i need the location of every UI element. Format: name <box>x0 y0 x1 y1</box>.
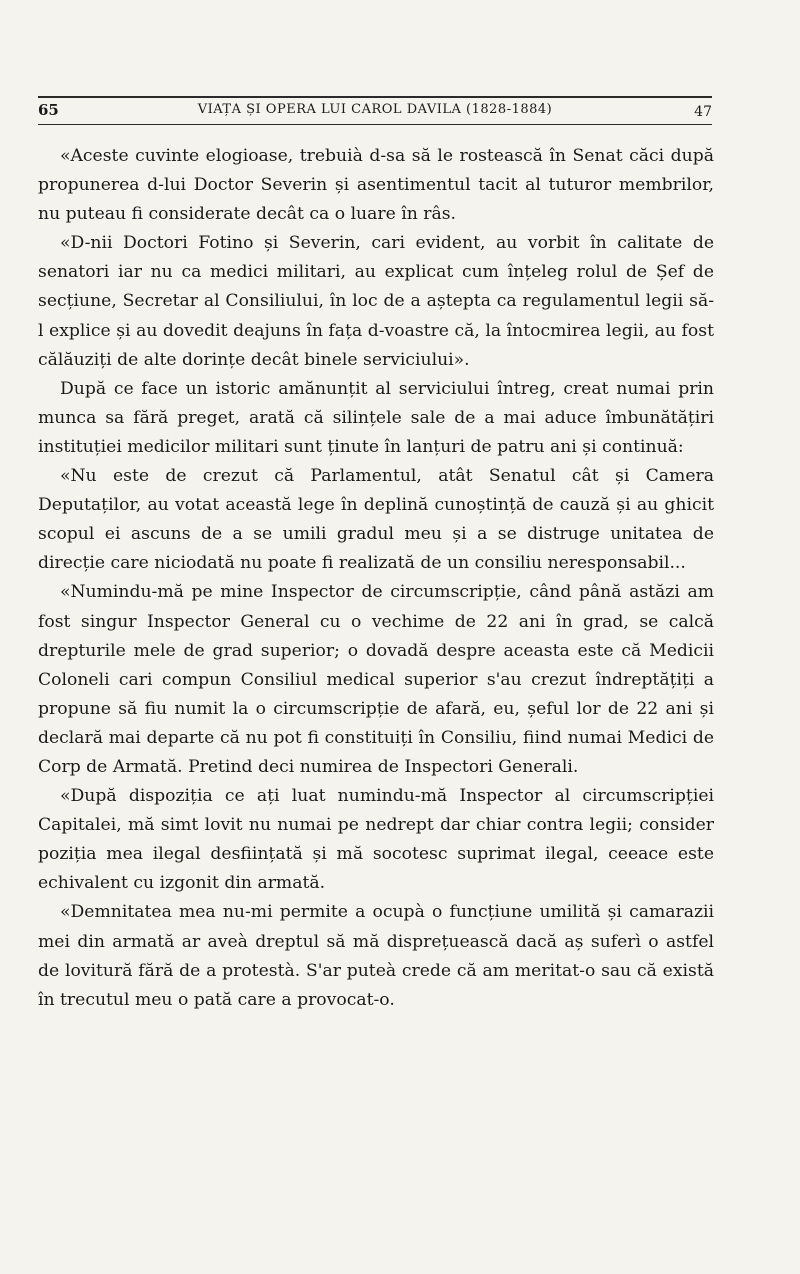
header-rule-bottom <box>38 124 712 125</box>
paragraph: «După dispoziția ce ați luat numindu-mă Inspector al circumscripției Capitalei, mă simt lovit nu numai pe nedrept dar chiar contra legii; consider poziția mea ilegal desființată și mă socotesc suprimat ilegal, ceeace este echivalent cu izgonit din armată. <box>38 786 714 894</box>
paragraph: «Aceste cuvinte elogioase, trebuià d-sa să le rostească în Senat căci după propunerea d-lui Doctor Severin și asentimentul tacit al tuturor membrilor, nu puteau fi considerate decât ca o luare în râs. <box>38 146 714 225</box>
paragraph: «Numindu-mă pe mine Inspector de circumscripție, când până astăzi am fost singur Inspector General cu o vechime de 22 ani în grad, se calcă drepturile mele de grad superior; o dovadă despre aceasta este că Medicii Coloneli cari compun Consiliul medical superior s'au crezut îndreptățiți a propune să fiu numit la o circumscripție de afară, eu, șeful lor de 22 ani și declară mai departe că nu pot fi constituiți în Consiliu, fiind numai Medici de Corp de Armată. Pretind deci numirea de Inspectori Generali. <box>38 582 714 777</box>
page-number: 47 <box>694 104 712 120</box>
paragraph: După ce face un istoric amănunțit al serviciului întreg, creat numai prin munca sa fără preget, arată că silințele sale de a mai aduce îmbunătățiri instituției medicilor militari sunt ținute în lanțuri de patru ani și continuă: <box>38 378 714 457</box>
paragraph: «Nu este de crezut că Parlamentul, atât Senatul cât și Camera Deputaților, au votat această lege în deplină cunoștință de cauză și au ghicit scopul ei ascuns de a se umili gradul meu și a se distruge unitatea de direcție care niciodată nu poate fi realizată de un consiliu neresponsabil... <box>38 466 714 574</box>
paragraph: «D-nii Doctori Fotino și Severin, cari evident, au vorbit în calitate de senatori iar nu ca medici militari, au explicat cum înțeleg rolul de Șef de secțiune, Secretar al Consiliului, în loc de a aștepta ca regulamentul legii să-l explice și au dovedit deajuns în fața d-voastre că, la întocmirea legii, au fost călăuziți de alte dorințe decât binele serviciului». <box>38 233 714 370</box>
running-header <box>38 97 712 123</box>
body-text <box>38 142 714 1015</box>
header-left-number: 65 <box>38 101 59 119</box>
running-title: VIAȚA ȘI OPERA LUI CAROL DAVILA (1828-1884) <box>197 102 553 117</box>
paragraph: «Demnitatea mea nu-mi permite a ocupà o funcțiune umilită și camarazii mei din armată ar aveà dreptul să mă disprețuească dacă aș suferì o astfel de lovitură fără de a protestà. S'ar puteà crede că am meritat-o sau că există în trecutul meu o pată care a provocat-o. <box>38 902 714 1010</box>
